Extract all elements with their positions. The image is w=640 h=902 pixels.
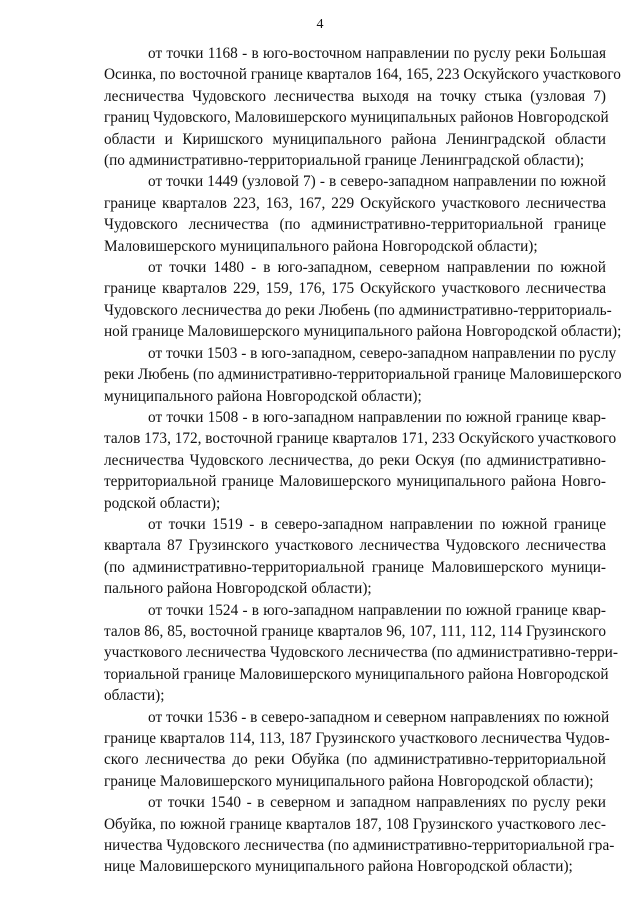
text-line: от точки 1540 - в северном и западном направлениях по руслу реки: [148, 794, 606, 812]
text-line: границе Маловишерского муниципального района Новгородской области);: [104, 772, 594, 790]
text-line: (по административно-территориальной границе Ленинградской области);: [104, 152, 585, 170]
text-line: родской области);: [104, 494, 221, 512]
text-line: от точки 1168 - в юго-восточном направлении по руслу реки Большая: [148, 45, 606, 62]
text-line: границ Чудовского, Маловишерского муниципальных районов Новгородской: [104, 109, 609, 127]
text-line: Чудовского лесничества до реки Любень (по административно-территориаль-: [104, 301, 612, 319]
text-line: Осинка, по восточной границе кварталов 164, 165, 223 Оскуйского участкового: [104, 66, 621, 84]
paragraph: [104, 343, 622, 407]
text-line: от точки 1508 - в юго-западном направлении по южной границе квар-: [148, 408, 606, 426]
text-line: участкового лесничества Чудовского лесничества (по административно-терри-: [104, 644, 618, 662]
paragraph: [104, 514, 606, 600]
text-line: территориальной границе Маловишерского муниципального района Новго-: [104, 473, 606, 491]
text-line: Чудовского лесничества (по административно-территориальной границе: [104, 216, 606, 234]
text-line: реки Любень (по административно-территориальной границе Маловишерского: [104, 366, 622, 384]
text-line: ского лесничества до реки Обуйка (по административно-территориальной: [104, 751, 606, 769]
text-line: пального района Новгородской области);: [104, 580, 372, 598]
paragraph: [104, 792, 615, 878]
text-line: Обуйка, по южной границе кварталов 187, 108 Грузинского участкового лес-: [104, 815, 606, 833]
text-line: муниципального района Новгородской области);: [104, 387, 422, 405]
document-body: [104, 43, 622, 878]
paragraph: [104, 407, 617, 514]
paragraph: [104, 707, 610, 793]
text-line: области);: [104, 687, 165, 705]
text-line: квартала 87 Грузинского участкового лесничества Чудовского лесничества: [104, 537, 606, 555]
text-line: границе кварталов 229, 159, 176, 175 Оскуйского участкового лесничества: [104, 280, 606, 298]
text-line: (по административно-территориальной границе Маловишерского муници-: [104, 558, 606, 576]
paragraph: [104, 43, 621, 171]
text-line: от точки 1503 - в юго-западном, северо-западном направлении по руслу: [148, 344, 617, 362]
text-line: Маловишерского муниципального района Новгородской области);: [104, 237, 538, 255]
text-line: лесничества Чудовского лесничества, до реки Оскуя (по административно-: [104, 451, 606, 469]
text-line: от точки 1536 - в северо-западном и северном направлениях по южной: [148, 708, 610, 726]
paragraph: [104, 600, 618, 707]
text-line: от точки 1480 - в юго-западном, северном направлении по южной: [148, 259, 606, 277]
text-line: талов 86, 85, восточной границе кварталов 96, 107, 111, 112, 114 Грузинского: [104, 622, 606, 640]
text-line: нице Маловишерского муниципального района Новгородской области);: [104, 858, 573, 876]
text-line: от точки 1449 (узловой 7) - в северо-западном направлении по южной: [148, 173, 606, 191]
text-line: границе кварталов 114, 113, 187 Грузинского участкового лесничества Чудов-: [104, 730, 610, 747]
text-line: ториальной границе Маловишерского муниципального района Новгородской: [104, 665, 609, 683]
text-line: границе кварталов 223, 163, 167, 229 Оскуйского участкового лесничества: [104, 194, 606, 212]
text-line: ной границе Маловишерского муниципального района Новгородской области);: [104, 323, 622, 341]
text-line: ничества Чудовского лесничества (по административно-территориальной гра-: [104, 837, 615, 855]
text-line: от точки 1524 - в юго-западном направлении по южной границе квар-: [148, 601, 606, 619]
text-line: лесничества Чудовского лесничества выходя на точку стыка (узловая 7): [104, 87, 606, 105]
page-number: 4: [316, 17, 324, 32]
text-line: от точки 1519 - в северо-западном направлении по южной границе: [148, 515, 606, 533]
text-line: области и Киришского муниципального района Ленинградской области: [104, 130, 606, 148]
text-line: талов 173, 172, восточной границе кварталов 171, 233 Оскуйского участкового: [104, 430, 617, 448]
paragraph: [104, 171, 606, 257]
paragraph: [104, 257, 622, 343]
